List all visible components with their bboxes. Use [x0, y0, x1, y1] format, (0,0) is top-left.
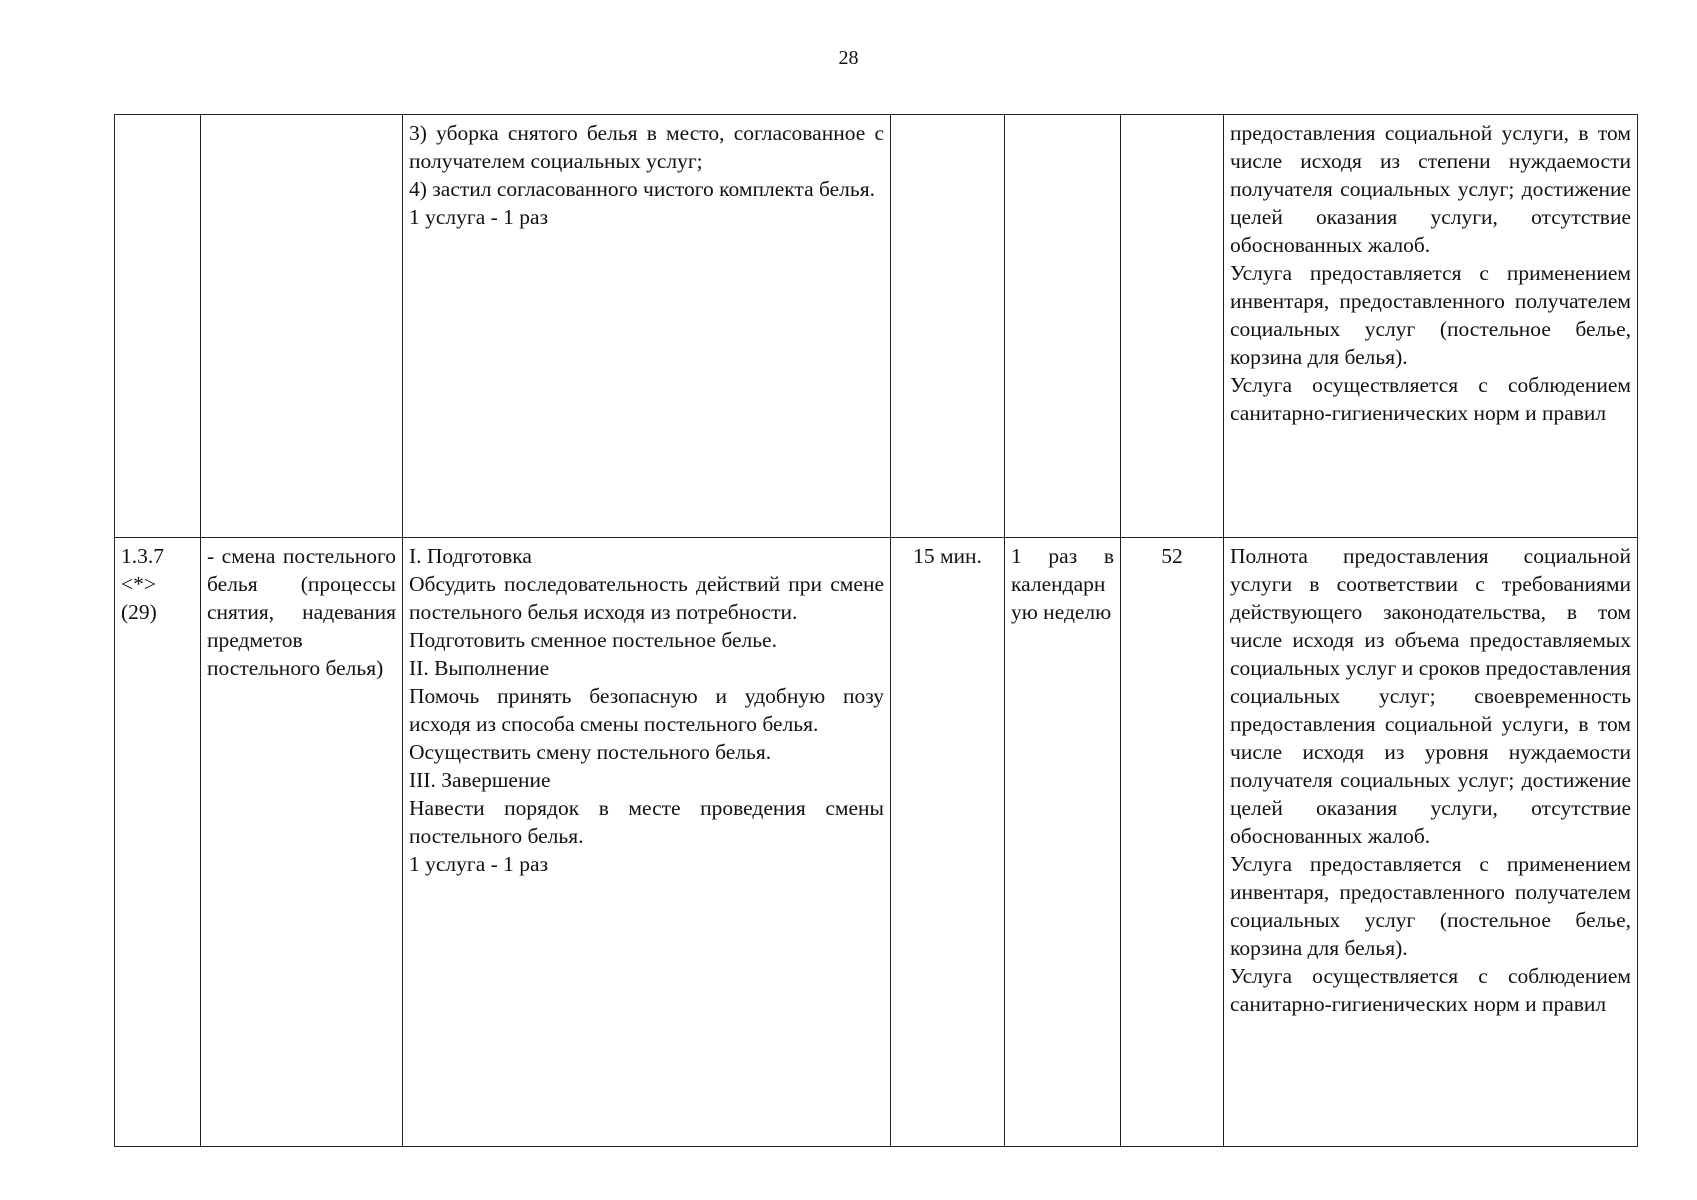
frequency-cell [1005, 538, 1121, 1147]
service-code-ref: (29) [121, 600, 157, 624]
service-name: - смена постельного белья (процессы снятия, надевания предметов постельного белья) [207, 544, 396, 680]
procedure-step: Подготовить сменное постельное белье. [409, 628, 777, 652]
service-name-cell [201, 538, 403, 1147]
quality-paragraph: Услуга предоставляется с применением инвентаря, предоставленного получателем социальных услуг (постельное белье, корзина для белья). [1230, 852, 1631, 960]
procedure-cell [403, 115, 891, 538]
quality-paragraph: Полнота предоставления социальной услуги в соответствии с требованиями действующего законодательства, в том числе исходя из объема предоставляемых социальных услуг и сроков предоставления социальных услуг; своевременность предоставления социальной услуги, в том числе исходя из уровня нуждаемости получателя социальных услуг; достижение целей оказания услуги, отсутствие обоснованных жалоб. [1230, 544, 1631, 848]
quality-paragraph: Услуга предоставляется с применением инвентаря, предоставленного получателем социальных услуг (постельное белье, корзина для белья). [1230, 261, 1631, 369]
service-code-cell [115, 538, 201, 1147]
service-name-cell [201, 115, 403, 538]
time-cell [891, 115, 1005, 538]
time-cell [891, 538, 1005, 1147]
service-count: 52 [1161, 544, 1183, 568]
page-number: 28 [838, 47, 859, 69]
procedure-step: 1 услуга - 1 раз [409, 852, 549, 876]
procedure-step: II. Выполнение [409, 656, 550, 680]
quality-cell [1224, 115, 1638, 538]
service-frequency: 1 раз в календарную неделю [1011, 544, 1114, 624]
count-cell [1121, 538, 1224, 1147]
quality-cell [1224, 538, 1638, 1147]
procedure-step: 3) уборка снятого белья в место, согласованное с получателем социальных услуг; [409, 121, 884, 173]
service-time: 15 мин. [913, 544, 982, 568]
quality-paragraph: предоставления социальной услуги, в том числе исходя из степени нуждаемости получателя социальных услуг; достижение целей оказания услуги, отсутствие обоснованных жалоб. [1230, 121, 1631, 257]
service-code-cell [115, 115, 201, 538]
procedure-step: 4) застил согласованного чистого комплекта белья. [409, 177, 875, 201]
procedure-step: Обсудить последовательность действий при смене постельного белья исходя из потребности. [409, 572, 884, 624]
table-row [115, 538, 1638, 1147]
procedure-step: 1 услуга - 1 раз [409, 205, 549, 229]
procedure-step: Помочь принять безопасную и удобную позу исходя из способа смены постельного белья. [409, 684, 884, 736]
service-code: 1.3.7 [121, 544, 164, 568]
procedure-step: Навести порядок в месте проведения смены постельного белья. [409, 796, 884, 848]
procedure-cell [403, 538, 891, 1147]
procedure-step: Осуществить смену постельного белья. [409, 740, 772, 764]
procedure-step: III. Завершение [409, 768, 551, 792]
procedure-step: I. Подготовка [409, 544, 532, 568]
quality-paragraph: Услуга осуществляется с соблюдением санитарно-гигиенических норм и правил [1230, 964, 1631, 1016]
services-table [114, 114, 1638, 1147]
count-cell [1121, 115, 1224, 538]
quality-paragraph: Услуга осуществляется с соблюдением санитарно-гигиенических норм и правил [1230, 373, 1631, 425]
service-code-marker: <*> [121, 572, 157, 596]
table-row [115, 115, 1638, 538]
frequency-cell [1005, 115, 1121, 538]
